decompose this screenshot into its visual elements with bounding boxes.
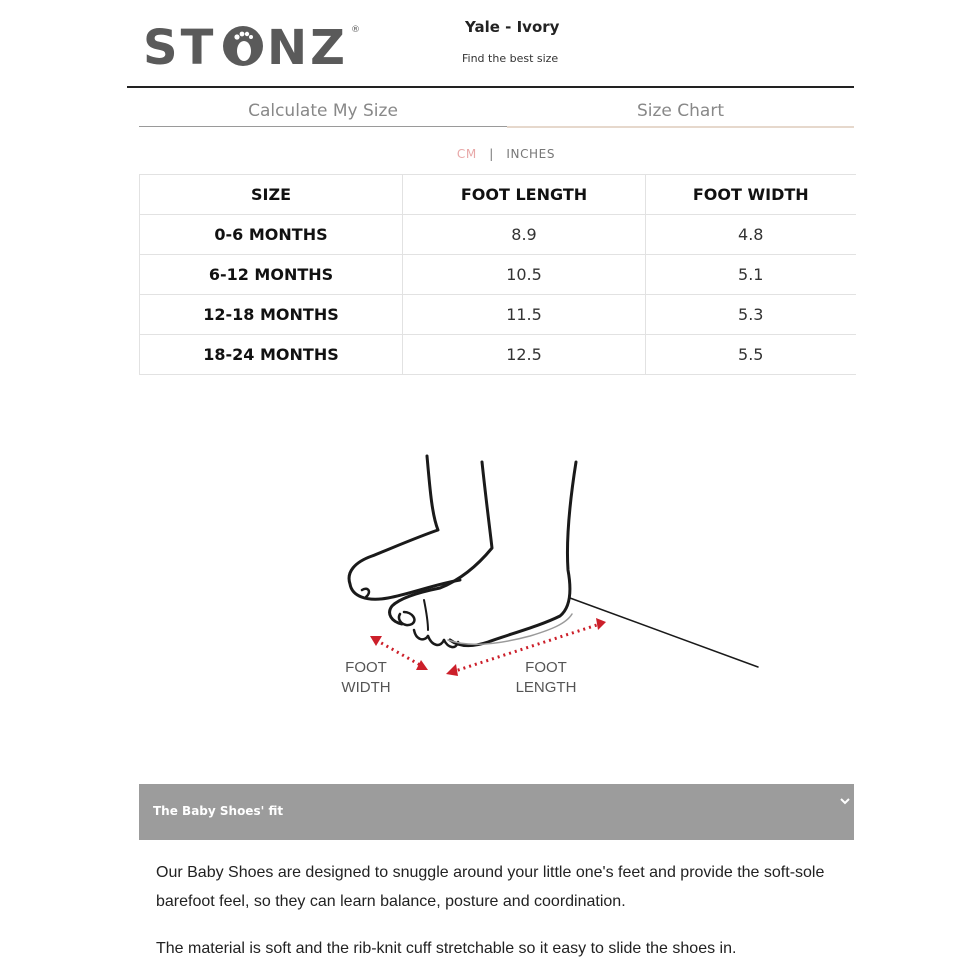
baby-shoes-fit-accordion[interactable] (139, 784, 854, 840)
registered-mark: ® (351, 25, 360, 35)
table-row (140, 335, 856, 375)
table-header-row (140, 175, 856, 215)
unit-toggle (0, 147, 980, 161)
logo-text-nz: NZ (267, 22, 348, 70)
unit-cm-toggle[interactable]: CM (456, 147, 477, 161)
foot-length-cell: 10.5 (403, 255, 646, 295)
size-cell: 6-12 MONTHS (140, 255, 403, 295)
foot-width-cell: 5.5 (646, 335, 856, 375)
size-cell: 18-24 MONTHS (140, 335, 403, 375)
fit-description-paragraph: Our Baby Shoes are designed to snuggle around your little one's feet and provide the soft-sole barefoot feel, so they can learn balance, posture and coordination. (156, 864, 825, 910)
size-chart-table (139, 174, 856, 375)
material-description-paragraph: The material is soft and the rib-knit cuff stretchable so it easy to slide the shoes in. (156, 940, 737, 957)
table-row (140, 255, 856, 295)
header-size: SIZE (140, 175, 403, 215)
foot-measurement-diagram (330, 440, 770, 720)
arrowhead-width-start (370, 636, 382, 646)
accordion-title: The Baby Shoes' fit (153, 804, 284, 818)
chevron-down-icon[interactable] (838, 794, 852, 808)
logo-footprint-o (223, 26, 263, 66)
product-title: Yale - Ivory (465, 18, 560, 36)
unit-separator: | (489, 147, 494, 161)
stonz-logo (143, 22, 363, 70)
tab-size-chart[interactable] (507, 96, 854, 128)
foot-length-cell: 12.5 (403, 335, 646, 375)
unit-inches-toggle[interactable]: INCHES (506, 147, 556, 161)
foot-outline-illustration (349, 456, 758, 667)
arrowhead-length-start (446, 664, 458, 676)
tab-label: Size Chart (636, 101, 725, 121)
foot-length-label-line1: FOOT (525, 659, 567, 676)
tab-calculate-my-size[interactable] (139, 96, 507, 127)
header-foot-width: FOOT WIDTH (646, 175, 856, 215)
product-subtitle: Find the best size (462, 52, 559, 65)
size-cell: 0-6 MONTHS (140, 215, 403, 255)
foot-width-label-line2: WIDTH (341, 679, 391, 696)
table-row (140, 295, 856, 335)
size-cell: 12-18 MONTHS (140, 295, 403, 335)
header-divider (127, 86, 854, 88)
foot-length-cell: 8.9 (403, 215, 646, 255)
foot-width-cell: 5.3 (646, 295, 856, 335)
logo-text-st: ST (143, 22, 217, 70)
header-foot-length: FOOT LENGTH (403, 175, 646, 215)
foot-width-cell: 4.8 (646, 215, 856, 255)
table-row (140, 215, 856, 255)
foot-length-label-line2: LENGTH (515, 679, 577, 696)
tab-label: Calculate My Size (248, 101, 398, 121)
arrowhead-length-end (596, 618, 606, 630)
foot-length-cell: 11.5 (403, 295, 646, 335)
foot-width-label-line1: FOOT (345, 659, 387, 676)
foot-width-cell: 5.1 (646, 255, 856, 295)
